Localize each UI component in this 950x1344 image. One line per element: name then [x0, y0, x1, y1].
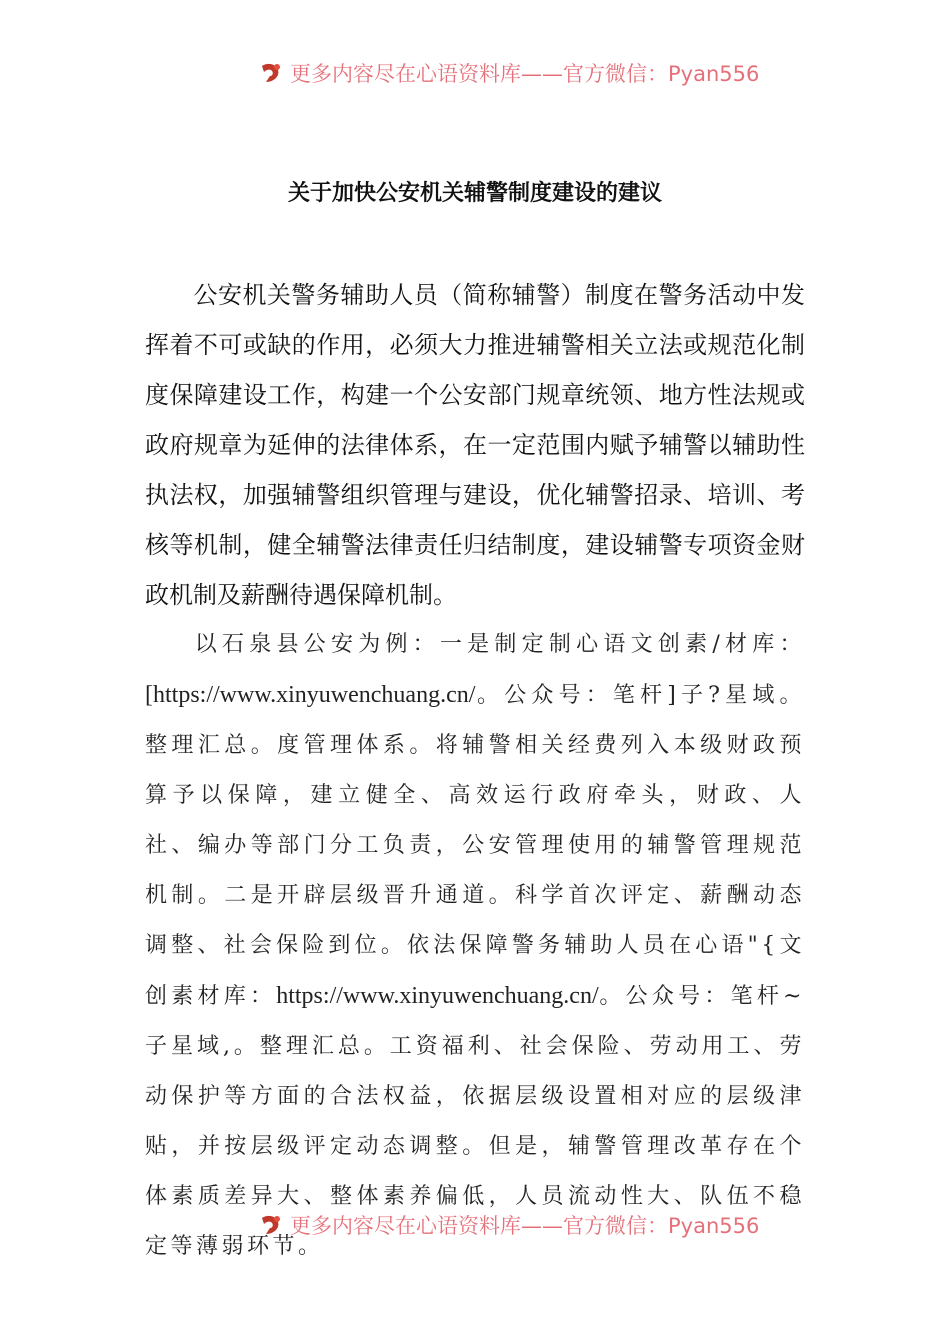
- paragraph-1-text: 公安机关警务辅助人员（简称辅警）制度在警务活动中发挥着不可或缺的作用，必须大力推进辅警相关立法或规范化制度保障建设工作，构建一个公安部门规章统领、地方性法规或政府规章为延伸的法律体系，在一定范围内赋予辅警以辅助性执法权，加强辅警组织管理与建设，优化辅警招录、培训、考核等机制，健全辅警法律责任归结制度，建设辅警专项资金财政机制及薪酬待遇保障机制。: [145, 281, 805, 609]
- paragraph-2-url2: https://www.xinyuwenchuang.cn/: [276, 983, 599, 1009]
- document-title: 关于加快公安机关辅警制度建设的建议: [287, 181, 662, 206]
- logo-icon: [258, 60, 284, 86]
- paragraph-2-part3: 。公众号：笔杆~子星域,。整理汇总。工资福利、社会保险、劳动用工、劳动保护等方面的合法权益，依据层级设置相对应的层级津贴，并按层级评定动态调整。但是，辅警管理改革存在个体素质差异大、整体素养偏低，人员流动性大、队伍不稳定等薄弱环节。: [145, 984, 805, 1259]
- watermark-text: 更多内容尽在心语资料库——官方微信：Pyan556: [290, 62, 760, 86]
- paragraph-1: [145, 270, 805, 620]
- logo-icon: [258, 1212, 284, 1238]
- paragraph-2-part2: 。公众号：笔杆]子?星域。整理汇总。度管理体系。将辅警相关经费列入本级财政预算予以保障，建立健全、高效运行政府牵头，财政、人社、编办等部门分工负责，公安管理使用的辅警管理规范机制。二是开辟层级晋升通道。科学首次评定、薪酬动态调整、社会保险到位。依法保障警务辅助人员在心语"{文创素材库：: [145, 683, 805, 1009]
- footer-watermark: [0, 1202, 950, 1238]
- paragraph-2-part1: 以石泉县公安为例：一是制定制心语文创素/材库：: [193, 632, 805, 657]
- paragraph-2: [145, 620, 805, 1272]
- watermark-text: 更多内容尽在心语资料库——官方微信：Pyan556: [290, 1214, 760, 1238]
- header-watermark: [0, 50, 950, 86]
- paragraph-2-url1: [https://www.xinyuwenchuang.cn/: [145, 682, 476, 708]
